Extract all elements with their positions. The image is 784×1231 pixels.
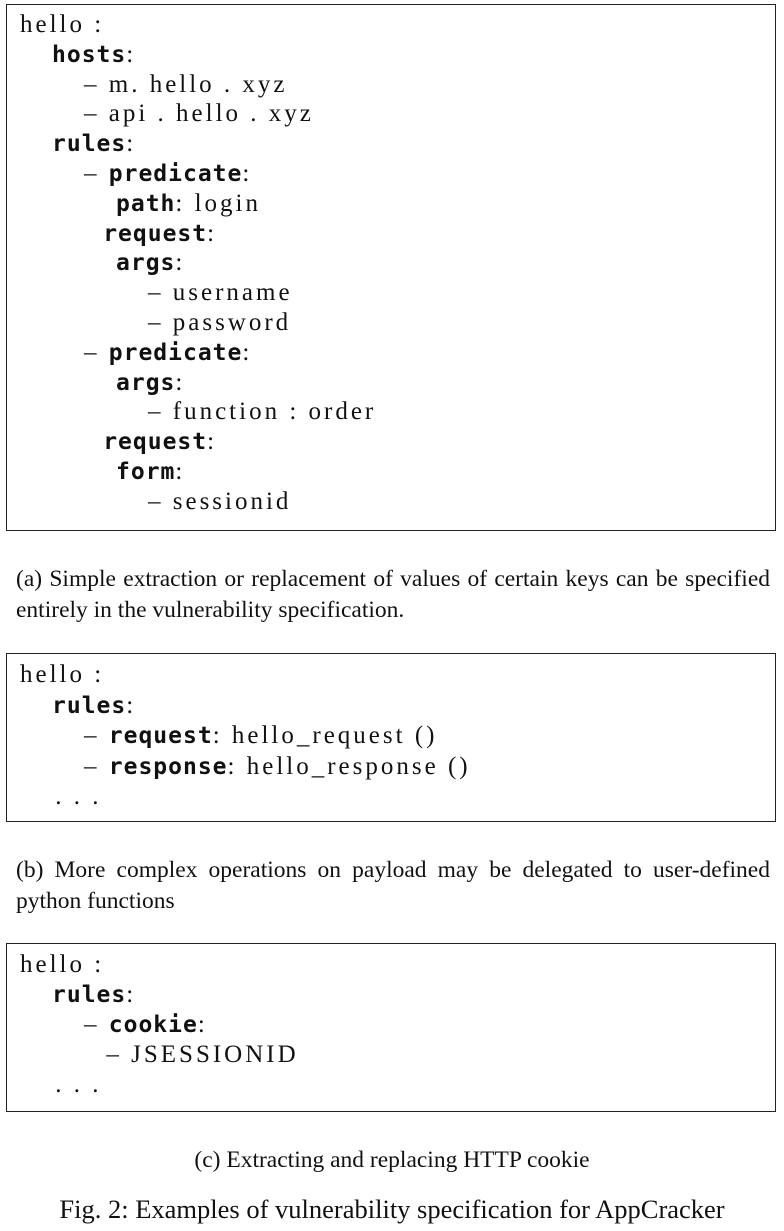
code-text: : login bbox=[175, 189, 261, 217]
code-text: – JSESSIONID bbox=[106, 1041, 299, 1068]
code-text: : bbox=[175, 368, 186, 396]
code-line bbox=[103, 219, 217, 249]
caption-b: (b) More complex operations on payload may be delegated to user-defined python functions bbox=[16, 857, 770, 914]
code-text: – username bbox=[148, 279, 293, 307]
code-keyword: path bbox=[116, 190, 176, 217]
code-text: : bbox=[207, 428, 218, 456]
code-text: – api . hello . xyz bbox=[84, 100, 314, 128]
code-line bbox=[52, 980, 136, 1010]
code-text: – bbox=[84, 722, 109, 749]
code-keyword: request bbox=[108, 723, 213, 749]
code-keyword: predicate bbox=[108, 339, 243, 366]
code-line bbox=[116, 248, 185, 278]
code-line bbox=[84, 721, 437, 751]
code-line bbox=[148, 278, 293, 308]
code-keyword: rules bbox=[52, 692, 127, 719]
code-text: hello : bbox=[20, 661, 105, 688]
figure-caption: Fig. 2: Examples of vulnerability specification for AppCracker bbox=[59, 1194, 725, 1224]
code-line bbox=[20, 10, 104, 40]
code-line bbox=[148, 487, 291, 517]
code-text: – function : order bbox=[148, 398, 377, 426]
code-line bbox=[20, 660, 104, 690]
code-line bbox=[84, 752, 471, 782]
code-text: : bbox=[126, 691, 137, 719]
code-line bbox=[20, 950, 104, 980]
code-line bbox=[52, 129, 136, 159]
code-keyword: cookie bbox=[108, 1012, 198, 1038]
code-text: : bbox=[175, 249, 186, 277]
code-text: : hello_request () bbox=[212, 722, 438, 749]
code-line bbox=[148, 308, 291, 338]
code-line bbox=[84, 99, 314, 129]
code-keyword: predicate bbox=[108, 161, 243, 187]
code-line bbox=[52, 691, 136, 721]
code-text: : bbox=[126, 40, 137, 68]
code-text: – bbox=[84, 1011, 109, 1038]
code-text: – bbox=[84, 160, 109, 187]
code-text: – sessionid bbox=[148, 487, 292, 515]
code-text: : bbox=[242, 160, 253, 187]
code-line bbox=[116, 457, 185, 487]
code-keyword: hosts bbox=[52, 41, 127, 68]
code-keyword: request bbox=[103, 220, 208, 247]
code-text: : bbox=[197, 1011, 208, 1038]
code-keyword: rules bbox=[52, 131, 127, 158]
code-line bbox=[103, 427, 217, 457]
code-keyword: args bbox=[116, 250, 176, 277]
code-line bbox=[148, 397, 376, 427]
code-line bbox=[55, 782, 101, 812]
code-text: hello : bbox=[20, 951, 105, 978]
code-keyword: response bbox=[108, 753, 228, 780]
caption-c: (c) Extracting and replacing HTTP cookie bbox=[194, 1147, 590, 1173]
code-line bbox=[84, 159, 252, 189]
code-keyword: args bbox=[116, 369, 176, 396]
code-text: : bbox=[242, 338, 253, 366]
code-text: . . . bbox=[55, 1071, 102, 1098]
code-line bbox=[84, 338, 252, 368]
code-keyword: request bbox=[103, 429, 208, 456]
code-line bbox=[116, 368, 185, 398]
code-line bbox=[55, 1070, 101, 1100]
code-text: : hello_response () bbox=[227, 752, 471, 780]
code-text: – bbox=[84, 752, 109, 780]
code-line bbox=[106, 1040, 298, 1070]
code-keyword: rules bbox=[52, 982, 127, 1008]
code-line bbox=[52, 40, 136, 70]
code-text: hello : bbox=[20, 11, 105, 38]
caption-a: (a) Simple extraction or replacement of values of certain keys can be specified entirely in the vulnerability specification. bbox=[16, 566, 770, 623]
code-text: : bbox=[126, 130, 137, 158]
code-text: – password bbox=[148, 309, 292, 336]
code-keyword: form bbox=[116, 459, 176, 485]
code-text: : bbox=[126, 981, 137, 1008]
code-text: . . . bbox=[55, 783, 102, 810]
code-text: : bbox=[207, 219, 218, 247]
code-line bbox=[84, 70, 288, 100]
code-text: – bbox=[84, 338, 109, 366]
code-text: : bbox=[175, 458, 186, 485]
code-line bbox=[84, 1010, 208, 1040]
code-text: – m. hello . xyz bbox=[84, 70, 288, 98]
code-line bbox=[116, 189, 261, 219]
